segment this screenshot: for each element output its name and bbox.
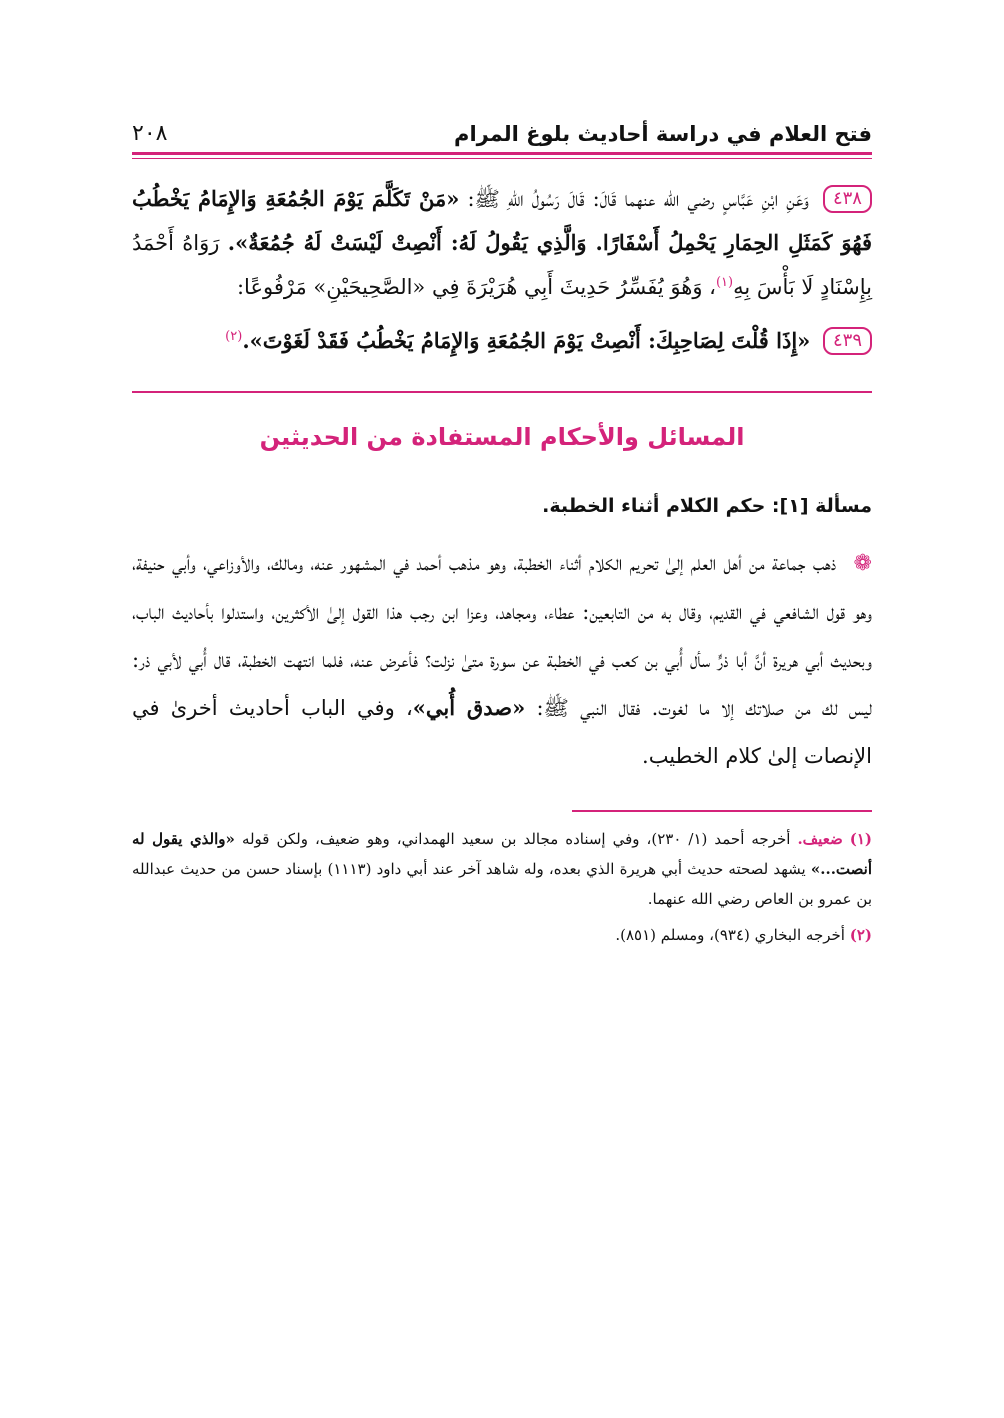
footnote-rule xyxy=(572,810,872,812)
paragraph-text: ذهب جماعة من أهل العلم إلىٰ تحريم الكلام أثناء الخطبة، وهو مذهب أحمد في المشهور عنه، ومالك، والأوزاعي، وأبي حنيفة، وهو قول الشافعي في القديم، وقال به من التابعين: عطاء، ومجاهد، وعزا ابن رجب هذا القول إلىٰ الأكثرين، واستدلوا بأحاديث الباب، وبحديث أبي هريرة أنَّ أبا ذرٍّ سأل أُبي بن كعب في الخطبة عن سورة متىٰ نزلت؟ فأعرض عنه، فلما انتهت الخطبة، قال أُبي لأبي ذر: ليس لك من صلاتك إلا ما لغوت. فقال النبي ﷺ: xyxy=(132,551,872,720)
issue-title: حكم الكلام أثناء الخطبة. xyxy=(542,495,766,517)
hadith-rest: ، وَهُوَ يُفَسِّرُ حَدِيثَ أَبِي هُرَيْرَةَ فِي «الصَّحِيحَيْنِ» مَرْفُوعًا: xyxy=(236,275,716,299)
footnote-number: (٢) xyxy=(849,926,872,944)
hadith-439 xyxy=(132,319,872,363)
issue-label: مسألة [١]: xyxy=(771,495,872,517)
section-divider xyxy=(132,391,872,393)
page-header xyxy=(132,112,872,146)
book-title: فتح العلام في دراسة أحاديث بلوغ المرام xyxy=(454,122,872,146)
hadith-number-badge: ٤٣٩ xyxy=(823,327,872,355)
page xyxy=(132,112,872,950)
flower-bullet-icon: ❁ xyxy=(853,551,872,576)
page-number: ٢٠٨ xyxy=(132,121,168,146)
issue-heading xyxy=(132,495,872,517)
body-paragraph xyxy=(132,539,872,780)
hadith-narration: رَوَاهُ أَحْمَدُ بِإِسْنَادٍ لَا بَأْسَ بِهِ xyxy=(132,231,872,299)
hadith-text: «مَنْ تَكَلَّمَ يَوْمَ الجُمُعَةِ وَالإِمَامُ يَخْطُبُ فَهُوَ كَمَثَلِ الحِمَارِ يَحْمِلُ أَسْفَارًا. وَالَّذِي يَقُولُ لَهُ: أَنْصِتْ لَيْسَتْ لَهُ جُمُعَةٌ». xyxy=(132,186,872,255)
footnote-1 xyxy=(132,824,872,914)
footnote-text: أخرجه البخاري (٩٣٤)، ومسلم (٨٥١). xyxy=(615,926,845,944)
paragraph-text-end: ، وفي الباب أحاديث أخرىٰ في الإنصات إلىٰ كلام الخطيب. xyxy=(132,696,872,768)
header-rule xyxy=(132,152,872,155)
footnote-number: (١) xyxy=(849,830,872,848)
header-rule-thin xyxy=(132,158,872,159)
footnote-text: أخرجه أحمد (١/ ٢٣٠)، وفي إسناده مجالد بن سعيد الهمداني، وهو ضعيف، ولكن قوله xyxy=(241,830,791,848)
hadith-438 xyxy=(132,177,872,309)
footnote-ref: (٢) xyxy=(225,329,243,344)
section-title: المسائل والأحكام المستفادة من الحديثين xyxy=(259,423,745,451)
hadith-intro: وَعَنِ ابْنِ عَبَّاسٍ رضي الله عنهما قَالَ: قَالَ رَسُولُ اللهِ ﷺ: xyxy=(467,187,809,211)
footnote-grade: ضعيف. xyxy=(797,830,843,848)
footnote-quote: «والذي يقول له أنصت...» xyxy=(132,830,873,878)
footnote-ref: (١) xyxy=(715,275,734,290)
hadith-text: «إِذَا قُلْتَ لِصَاحِبِكَ: أَنْصِتْ يَوْمَ الجُمُعَةِ وَالإِمَامُ يَخْطُبُ فَقَدْ لَغَوْتَ». xyxy=(242,328,811,353)
hadith-number-badge: ٤٣٨ xyxy=(823,185,872,213)
footnote-2 xyxy=(132,920,872,950)
footnote-text-end: يشهد لصحته حديث أبي هريرة الذي بعده، وله شاهد آخر عند أبي داود (١١١٣) بإسناد حسن من حديث عبدالله بن عمرو بن العاص رضي الله عنهما. xyxy=(132,860,872,908)
paragraph-quote: «صدق أُبي» xyxy=(412,695,526,720)
